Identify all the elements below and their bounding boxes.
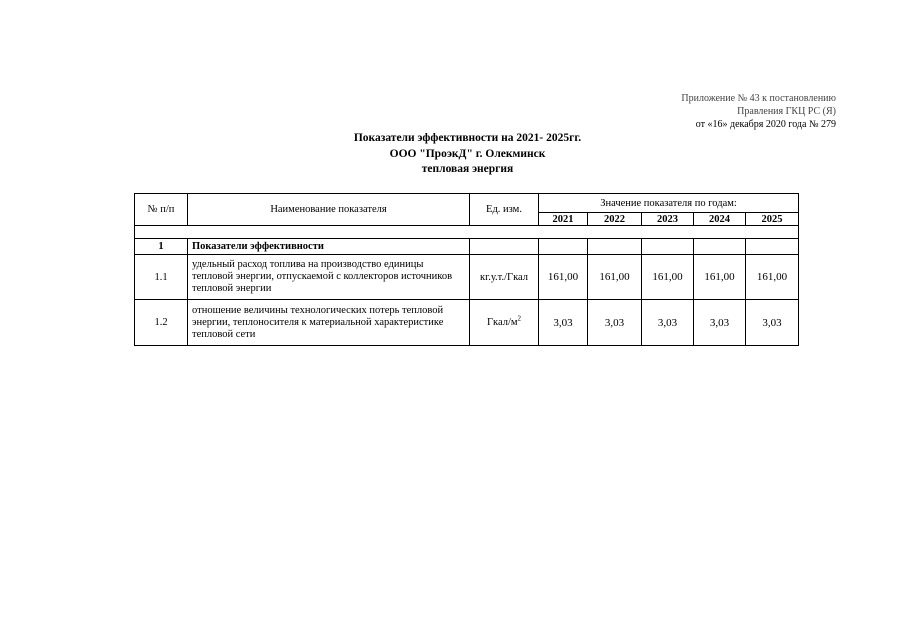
row-value: 161,00 (642, 255, 694, 300)
row-unit-base: Гкал/м (486, 317, 518, 328)
row-value: 161,00 (539, 255, 588, 300)
empty-cell (539, 239, 588, 255)
row-num: 1.2 (135, 300, 188, 346)
row-value: 161,00 (746, 255, 799, 300)
row-unit: кг.у.т./Гкал (470, 255, 539, 300)
row-num: 1.1 (135, 255, 188, 300)
section-name: Показатели эффективности (188, 239, 470, 255)
header-num: № п/п (135, 194, 188, 226)
header-year: 2025 (746, 213, 799, 226)
header-unit: Ед. изм. (470, 194, 539, 226)
header-values-group: Значение показателя по годам: (539, 194, 799, 213)
header-annex-line: Приложение № 43 к постановлению (681, 93, 836, 104)
row-value: 3,03 (642, 300, 694, 346)
table-section-row (135, 239, 799, 255)
table-row (135, 255, 799, 300)
row-name: отношение величины технологических потерь тепловой энергии, теплоносителя к материальной характеристике тепловой сети (188, 300, 470, 346)
title-line-3: тепловая энергия (421, 163, 514, 175)
row-value: 3,03 (746, 300, 799, 346)
title-line-1: Показатели эффективности на 2021- 2025гг. (353, 132, 582, 144)
spacer-cell (135, 226, 799, 239)
row-value: 3,03 (539, 300, 588, 346)
table-spacer-row (135, 226, 799, 239)
empty-cell (588, 239, 642, 255)
row-value: 3,03 (588, 300, 642, 346)
header-date-line: от «16» декабря 2020 года № 279 (695, 119, 836, 130)
header-year: 2021 (539, 213, 588, 226)
header-year: 2024 (694, 213, 746, 226)
empty-cell (470, 239, 539, 255)
document-header (681, 92, 836, 131)
header-name: Наименование показателя (188, 194, 470, 226)
header-authority-line: Правления ГКЦ РС (Я) (737, 106, 836, 117)
table-header-row (135, 194, 799, 213)
row-value: 3,03 (694, 300, 746, 346)
section-num: 1 (135, 239, 188, 255)
row-name: удельный расход топлива на производство единицы тепловой энергии, отпускаемой с коллекторов источников тепловой энергии (188, 255, 470, 300)
empty-cell (746, 239, 799, 255)
header-year: 2023 (642, 213, 694, 226)
indicators-table (134, 193, 799, 346)
empty-cell (694, 239, 746, 255)
row-value: 161,00 (588, 255, 642, 300)
table-row (135, 300, 799, 346)
title-line-2: ООО "ПроэкД" г. Олекминск (389, 147, 546, 160)
empty-cell (642, 239, 694, 255)
document-title (0, 131, 905, 178)
header-year: 2022 (588, 213, 642, 226)
row-unit (470, 300, 539, 346)
row-value: 161,00 (694, 255, 746, 300)
row-unit-exponent: 2 (517, 314, 522, 323)
